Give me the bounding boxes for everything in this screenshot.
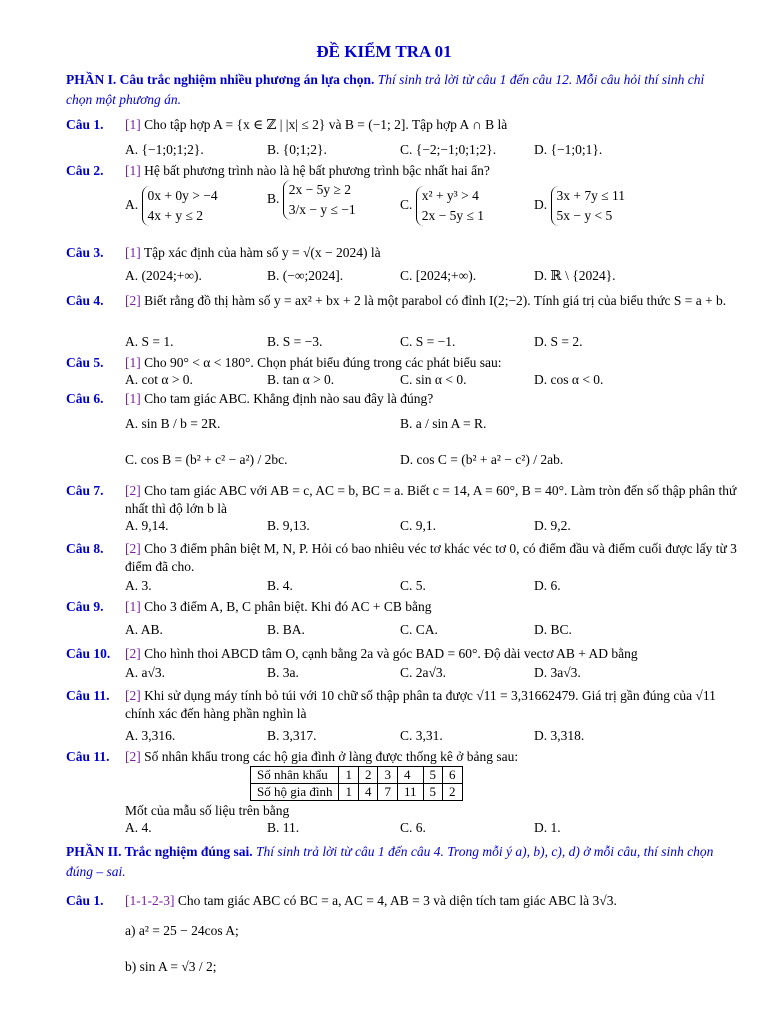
question-text: Cho tam giác ABC. Khẳng định nào sau đây là đúng?	[144, 391, 434, 406]
question-text: Số nhân khẩu trong các hộ gia đình ở làng được thống kê ở bảng sau:	[144, 749, 519, 764]
statement-a[interactable]: a) a² = 25 − 24cos A;	[125, 923, 239, 938]
option-c[interactable]: C. [2024;+∞).	[400, 268, 477, 283]
level-tag: [1]	[125, 117, 141, 132]
line: 3/x − y ≤ −1	[288, 202, 356, 217]
option-a[interactable]: A. cot α > 0.	[125, 372, 193, 387]
question-text: Cho 3 điểm A, B, C phân biệt. Khi đó AC + CB bằng	[144, 599, 432, 614]
option-a[interactable]: A. 3.	[125, 578, 152, 593]
option-b[interactable]: B. a / sin A = R.	[400, 416, 487, 431]
question-text: Hệ bất phương trình nào là hệ bất phương trình bậc nhất hai ẩn?	[144, 163, 490, 178]
question-3	[66, 244, 746, 262]
option-b[interactable]: B. {0;1;2}.	[267, 142, 327, 157]
question-number: Câu 10.	[66, 646, 111, 661]
p2-question-1	[66, 892, 746, 910]
question-number: Câu 2.	[66, 163, 104, 178]
level-tag: [1]	[125, 163, 141, 178]
question-number: Câu 8.	[66, 541, 104, 556]
option-d[interactable]: D. 3,318.	[534, 728, 585, 743]
option-c[interactable]: C. 2a√3.	[400, 665, 447, 680]
option-b[interactable]: B. BA.	[267, 622, 305, 637]
option-c[interactable]: C. 6.	[400, 820, 426, 835]
option-a[interactable]: A. 9,14.	[125, 518, 169, 533]
question-6	[66, 390, 746, 408]
line: 2x − 5y ≥ 2	[288, 182, 352, 197]
question-text: Cho tam giác ABC với AB = c, AC = b, BC = a. Biết c = 14, A = 60°, B = 40°. Làm tròn đến số thập phân thứ nhất thì độ lớn b là	[125, 483, 737, 516]
option-b[interactable]: B. 11.	[267, 820, 300, 835]
option-a[interactable]	[125, 186, 218, 226]
table-cell: 5	[423, 767, 443, 784]
table-cell: 1	[339, 767, 359, 784]
part1-label: PHẦN I. Câu trắc nghiệm nhiều phương án lựa chọn.	[66, 72, 375, 87]
table-cell: 4	[397, 767, 423, 784]
part1-instruction: Thí sinh trả lời từ câu 1 đến câu 12. Mỗi câu hỏi thí sinh chỉ chọn một phương án.	[66, 72, 705, 107]
table-cell: 4	[358, 784, 378, 801]
option-b[interactable]: B. 9,13.	[267, 518, 310, 533]
option-a[interactable]: A. AB.	[125, 622, 163, 637]
question-4	[66, 292, 746, 310]
level-tag: [1]	[125, 355, 141, 370]
exam-title: ĐỀ KIỂM TRA 01	[316, 42, 452, 61]
question-9	[66, 598, 746, 616]
option-b[interactable]: B. tan α > 0.	[267, 372, 335, 387]
inequality-system	[551, 186, 626, 226]
question-2	[66, 162, 746, 180]
option-c[interactable]	[400, 186, 484, 226]
option-a[interactable]: A. 4.	[125, 820, 152, 835]
option-label: D.	[534, 197, 548, 213]
level-tag: [1]	[125, 599, 141, 614]
table-cell: 7	[378, 784, 398, 801]
option-d[interactable]: D. cos C = (b² + a² − c²) / 2ab.	[400, 452, 564, 467]
question-number: Câu 11.	[66, 688, 110, 703]
question-11b	[66, 748, 746, 766]
option-b[interactable]: B. 3,317.	[267, 728, 317, 743]
question-7	[66, 482, 746, 518]
question-10	[66, 645, 746, 663]
option-c[interactable]: C. {−2;−1;0;1;2}.	[400, 142, 497, 157]
table-row	[251, 784, 463, 801]
line: 5x − y < 5	[556, 208, 613, 223]
inequality-system	[142, 186, 218, 226]
option-d[interactable]	[534, 186, 625, 226]
part2-label: PHẦN II. Trắc nghiệm đúng sai.	[66, 844, 253, 859]
option-a[interactable]: A. 3,316.	[125, 728, 176, 743]
question-number: Câu 1.	[66, 893, 104, 908]
question-8	[66, 540, 746, 576]
question-number: Câu 6.	[66, 391, 104, 406]
option-d[interactable]: D. S = 2.	[534, 334, 583, 349]
level-tag: [2]	[125, 293, 141, 308]
option-label: C.	[400, 197, 413, 213]
inequality-system	[283, 180, 356, 220]
option-a[interactable]: A. a√3.	[125, 665, 166, 680]
option-d[interactable]: D. ℝ \ {2024}.	[534, 268, 616, 283]
level-tag: [2]	[125, 541, 141, 556]
option-b[interactable]: B. (−∞;2024].	[267, 268, 344, 283]
question-number: Câu 7.	[66, 483, 104, 498]
option-d[interactable]: D. 6.	[534, 578, 561, 593]
question-text: Cho 90° < α < 180°. Chọn phát biểu đúng trong các phát biểu sau:	[144, 355, 502, 370]
question-5	[66, 354, 746, 372]
level-tag: [2]	[125, 483, 141, 498]
option-c[interactable]: C. S = −1.	[400, 334, 456, 349]
population-table	[250, 766, 463, 801]
level-tag: [2]	[125, 749, 141, 764]
statement-b[interactable]: b) sin A = √3 / 2;	[125, 959, 217, 974]
option-d[interactable]: D. BC.	[534, 622, 572, 637]
line: 0x + 0y > −4	[147, 188, 218, 203]
option-c[interactable]: C. 3,31.	[400, 728, 443, 743]
line: 2x − 5y ≤ 1	[421, 208, 485, 223]
option-b[interactable]: B. 3a.	[267, 665, 299, 680]
option-d[interactable]: D. 9,2.	[534, 518, 571, 533]
table-cell: Số nhân khẩu	[251, 767, 339, 784]
line: x² + y³ > 4	[421, 188, 479, 203]
table-cell: Số hộ gia đình	[251, 784, 339, 801]
option-label: B.	[267, 191, 280, 207]
level-tag: [2]	[125, 688, 141, 703]
table-cell: 3	[378, 767, 398, 784]
question-number: Câu 4.	[66, 293, 104, 308]
question-text: Khi sử dụng máy tính bỏ túi với 10 chữ số thập phân ta được √11 = 3,31662479. Giá trị gần đúng của √11 chính xác đến hàng phần nghìn là	[125, 688, 716, 721]
level-tag: [1]	[125, 245, 141, 260]
inequality-system	[416, 186, 484, 226]
table-cell: 11	[397, 784, 423, 801]
question-text: Cho hình thoi ABCD tâm O, cạnh bằng 2a và góc BAD = 60°. Độ dài vectơ AB + AD bằng	[144, 646, 638, 661]
option-a[interactable]: A. S = 1.	[125, 334, 174, 349]
question-text: Cho 3 điểm phân biệt M, N, P. Hỏi có bao nhiêu véc tơ khác véc tơ 0, có điểm đầu và điểm cuối được lấy từ 3 điểm đã cho.	[125, 541, 737, 574]
question-text: Biết rằng đồ thị hàm số y = ax² + bx + 2 là một parabol có đỉnh I(2;−2). Tính giá trị của biểu thức S = a + b.	[144, 293, 727, 308]
level-tag: [1-1-2-3]	[125, 893, 175, 908]
option-a[interactable]: A. {−1;0;1;2}.	[125, 142, 204, 157]
option-a[interactable]: A. (2024;+∞).	[125, 268, 202, 283]
question-11b-prompt: Mốt của mẫu số liệu trên bằng	[125, 803, 290, 818]
part2-instruction: Thí sinh trả lời từ câu 1 đến câu 4. Trong mỗi ý a), b), c), d) ở mỗi câu, thí sinh chọn đúng – sai.	[66, 844, 714, 879]
option-b[interactable]: B. S = −3.	[267, 334, 323, 349]
part1-header	[66, 70, 726, 110]
option-c[interactable]: C. cos B = (b² + c² − a²) / 2bc.	[125, 452, 288, 467]
option-d[interactable]: D. {−1;0;1}.	[534, 142, 603, 157]
option-b[interactable]	[267, 180, 356, 220]
question-number: Câu 5.	[66, 355, 104, 370]
question-number: Câu 1.	[66, 117, 104, 132]
table-cell: 2	[443, 784, 463, 801]
part2-header	[66, 842, 726, 882]
option-d[interactable]: D. 1.	[534, 820, 561, 835]
question-number: Câu 3.	[66, 245, 104, 260]
question-text: Cho tập hợp A = {x ∈ ℤ | |x| ≤ 2} và B = (−1; 2]. Tập hợp A ∩ B là	[144, 117, 508, 132]
option-c[interactable]: C. CA.	[400, 622, 438, 637]
line: 3x + 7y ≤ 11	[556, 188, 626, 203]
option-b[interactable]: B. 4.	[267, 578, 293, 593]
option-label: A.	[125, 197, 139, 213]
question-number: Câu 11.	[66, 749, 110, 764]
question-number: Câu 9.	[66, 599, 104, 614]
question-text: Cho tam giác ABC có BC = a, AC = 4, AB = 3 và diện tích tam giác ABC là 3√3.	[177, 893, 617, 908]
question-1	[66, 116, 746, 134]
option-c[interactable]: C. sin α < 0.	[400, 372, 467, 387]
table-cell: 1	[339, 784, 359, 801]
table-cell: 6	[443, 767, 463, 784]
line: 4x + y ≤ 2	[147, 208, 204, 223]
option-d[interactable]: D. cos α < 0.	[534, 372, 604, 387]
question-text: Tập xác định của hàm số y = √(x − 2024) là	[143, 245, 381, 260]
table-cell: 5	[423, 784, 443, 801]
option-c[interactable]: C. 5.	[400, 578, 426, 593]
option-c[interactable]: C. 9,1.	[400, 518, 437, 533]
option-d[interactable]: D. 3a√3.	[534, 665, 581, 680]
table-row	[251, 767, 463, 784]
level-tag: [2]	[125, 646, 141, 661]
option-a[interactable]: A. sin B / b = 2R.	[125, 416, 221, 431]
table-cell: 2	[358, 767, 378, 784]
level-tag: [1]	[125, 391, 141, 406]
question-11	[66, 687, 746, 723]
